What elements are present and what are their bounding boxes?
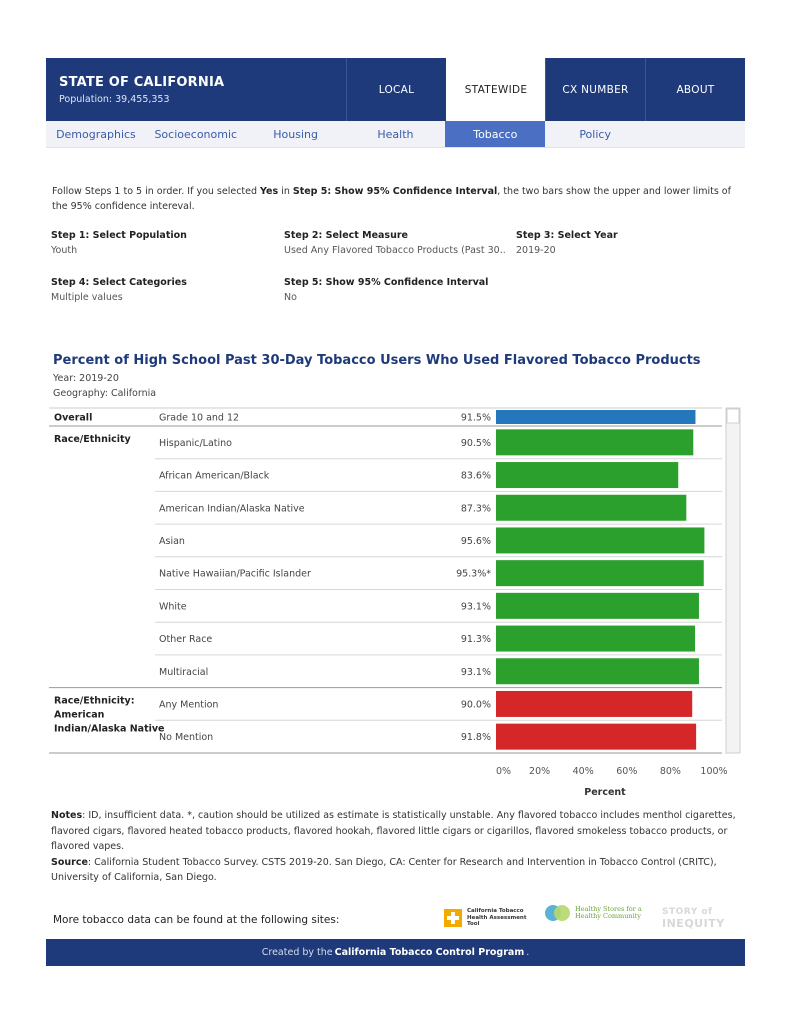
row-category-label: Hispanic/Latino [159,437,232,449]
healthy-stores-line2: Healthy Community [575,912,641,920]
x-tick-label: 40% [572,766,594,777]
soi-line2: INEQUITY [662,917,725,930]
nav-tab-cx-number[interactable]: CX NUMBER [545,58,645,121]
bar [496,495,686,521]
state-title: STATE OF CALIFORNIA [59,75,225,90]
nav-tab-local[interactable]: LOCAL [346,58,446,121]
intro-part-2: in [278,186,293,197]
bar [496,626,695,652]
intro-bold-step5: Step 5: Show 95% Confidence Interval [292,186,498,197]
soi-line1: STORY of [662,907,713,917]
step4-value[interactable]: Multiple values [51,292,123,303]
footer-suffix: . [526,947,530,958]
row-value-label: 87.3% [460,503,491,515]
row-value-label: 90.5% [460,437,491,449]
row-category-label: African American/Black [159,470,270,482]
footer-bar [46,939,745,966]
row-value-label: 91.5% [460,412,491,424]
subtab-socioeconomic[interactable]: Socioeconomic [154,127,238,141]
notes-label: Notes [51,810,83,821]
x-tick-label: 60% [616,766,638,777]
bar [496,410,695,424]
step2-label: Step 2: Select Measure [284,230,408,241]
story-of-inequity-logo-link[interactable] [662,906,725,930]
chart-title: Percent of High School Past 30-Day Tobacco Users Who Used Flavored Tobacco Products [53,353,701,368]
intro-part-1: Follow Steps 1 to 5 in order. If you selected [52,186,261,197]
nav-tab-about[interactable]: ABOUT [645,58,745,121]
bar [496,429,693,455]
bar [496,527,704,553]
step5-label: Step 5: Show 95% Confidence Interval [284,277,489,288]
intro-bold-yes: Yes [260,186,279,197]
chart-year: Year: 2019-20 [53,373,119,384]
row-category-label: American Indian/Alaska Native [159,503,305,515]
row-value-label: 95.6% [460,535,491,547]
subtab-tobacco[interactable]: Tobacco [445,121,545,147]
row-category-label: Grade 10 and 12 [159,412,240,424]
bar [496,560,704,586]
bar [496,691,692,717]
row-value-label: 93.1% [460,601,491,613]
step2-value[interactable]: Used Any Flavored Tobacco Products (Past 30.. [284,245,506,256]
row-value-label: 91.8% [460,732,491,744]
chart-geography: Geography: California [53,388,157,399]
footer-prefix: Created by the [261,947,333,958]
bar [496,462,678,488]
row-value-label: 90.0% [460,699,491,711]
intro-part-3: , the two bars show the upper and lower limits of the 95% confidence intereval. [52,186,731,212]
bar [496,658,699,684]
subtab-policy[interactable]: Policy [579,127,611,141]
row-category-label: Other Race [159,634,213,646]
bar [496,593,699,619]
subtab-demographics[interactable]: Demographics [56,127,136,141]
more-data-text: More tobacco data can be found at the following sites: [53,914,340,926]
step3-value[interactable]: 2019-20 [516,245,556,256]
row-category-label: Multiracial [159,666,209,678]
scrollbar-thumb[interactable] [727,409,739,423]
row-category-label: Native Hawaiian/Pacific Islander [159,568,311,580]
healthy-stores-logo-link[interactable] [545,905,642,921]
x-tick-label: 0% [496,766,512,777]
step1-value[interactable]: Youth [51,245,78,256]
nav-tab-statewide[interactable]: STATEWIDE [446,58,545,121]
group-label: Indian/Alaska Native [54,723,165,735]
cross-logo-icon [444,909,462,927]
cthat-logo-text: California Tobacco Health Assessment Tool [467,908,527,927]
scrollbar-track[interactable] [726,408,740,753]
notes-section [51,808,751,886]
group-label: Race/Ethnicity [54,434,131,445]
row-value-label: 93.1% [460,666,491,678]
subtab-health[interactable]: Health [377,127,414,141]
x-tick-label: 100% [700,766,728,777]
step1-label: Step 1: Select Population [51,230,187,241]
circle-logo-icon-2 [554,905,570,921]
population-text: Population: 39,455,353 [59,94,170,105]
row-value-label: 95.3%* [456,568,491,580]
row-category-label: Any Mention [159,699,219,711]
subtab-housing[interactable]: Housing [273,127,318,141]
row-category-label: Asian [159,535,185,547]
group-label: Race/Ethnicity: [54,695,135,707]
cthat-logo-link[interactable] [444,908,537,928]
healthy-stores-logo-text [575,906,642,920]
bar [496,724,696,750]
notes-text: : ID, insufficient data. *, caution should be utilized as estimate is statistically unstable. Any flavored tobacco includes menthol cigarettes, flavored cigars, flavored heated tobacco products, flavored hookah, flavored little cigars or cigarillos, flavored smokeless tobacco products, or flavored vapes. [51,810,736,852]
x-axis-title: Percent [584,787,626,798]
notes-paragraph [51,808,751,855]
row-category-label: White [159,601,187,613]
source-paragraph [51,855,751,886]
healthy-stores-line1: Healthy Stores for a [575,905,642,913]
group-label: American [54,709,105,721]
row-value-label: 91.3% [460,634,491,646]
x-tick-label: 20% [529,766,551,777]
step5-value[interactable]: No [284,292,297,303]
row-category-label: No Mention [159,732,214,744]
step3-label: Step 3: Select Year [516,230,618,241]
row-value-label: 83.6% [460,470,491,482]
step4-label: Step 4: Select Categories [51,277,187,288]
x-tick-label: 80% [659,766,681,777]
group-label: Overall [54,412,93,424]
footer-program-link[interactable]: California Tobacco Control Program [334,947,525,958]
source-label: Source [51,856,88,868]
source-text: : California Student Tobacco Survey. CSTS 2019-20. San Diego, CA: Center for Research and Intervention in Tobacco Control (CRITC), University of California, San Diego. [51,856,717,883]
